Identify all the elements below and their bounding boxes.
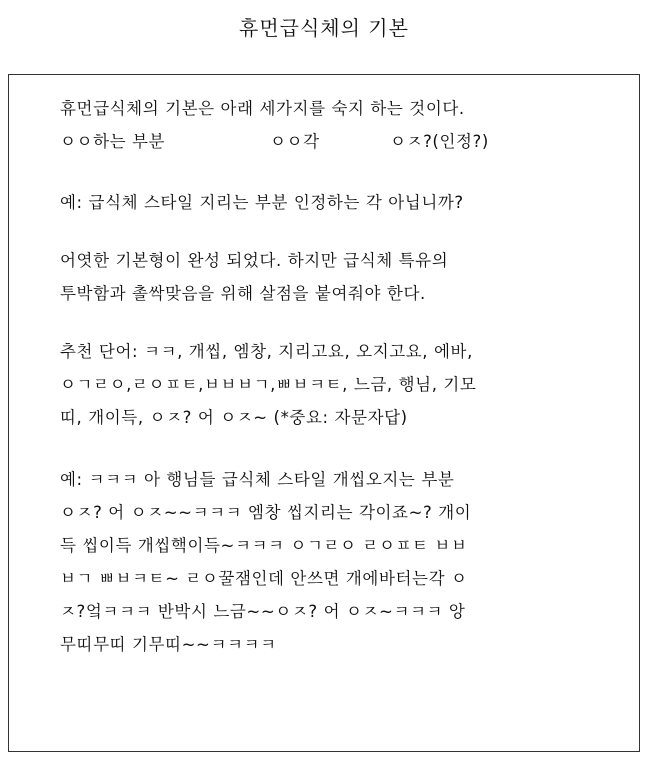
example-2-line-2: ㅇㅈ? 어 ㅇㅈ~~ㅋㅋㅋ 엠창 씹지리는 각이죠~? 개이 bbox=[60, 503, 472, 522]
basic-item-2: ㅇㅇ각 bbox=[270, 132, 320, 151]
basic-item-1: ㅇㅇ하는 부분 bbox=[60, 132, 166, 151]
basic-item-3: ㅇㅈ?(인정?) bbox=[390, 132, 489, 151]
example-2-line-4: ㅂㄱ ㅃㅂㅋㅌ~ ㄹㅇ꿀잼인데 안쓰면 개에바터는각 ㅇ bbox=[60, 569, 468, 588]
words-line-1: 추천 단어: ㅋㅋ, 개씹, 엠창, 지리고요, 오지고요, 에바, bbox=[60, 342, 473, 361]
page-title: 휴먼급식체의 기본 bbox=[239, 16, 409, 40]
example-2-line-5: ㅈ?엌ㅋㅋㅋ 반박시 느금~~ㅇㅈ? 어 ㅇㅈ~ㅋㅋㅋ 앙 bbox=[60, 602, 466, 621]
document-box bbox=[8, 74, 640, 752]
example-2-line-1: 예: ㅋㅋㅋ 아 행님들 급식체 스타일 개씹오지는 부분 bbox=[60, 470, 455, 489]
example-2-line-3: 득 씹이득 개씹핵이득~ㅋㅋㅋ ㅇㄱㄹㅇ ㄹㅇㅍㅌ ㅂㅂ bbox=[60, 536, 468, 555]
example-2-line-6: 무띠무띠 기무띠~~ㅋㅋㅋㅋ bbox=[60, 635, 277, 654]
complete-line-2: 투박함과 촐싹맞음을 위해 살점을 붙여줘야 한다. bbox=[60, 284, 426, 303]
words-line-3: 띠, 개이득, ㅇㅈ? 어 ㅇㅈ~ (*중요: 자문자답) bbox=[60, 408, 408, 427]
basics-row bbox=[60, 125, 615, 158]
complete-line-1: 어엿한 기본형이 완성 되었다. 하지만 급식체 특유의 bbox=[60, 251, 449, 270]
example-1-text: 예: 급식체 스타일 지리는 부분 인정하는 각 아닙니까? bbox=[60, 193, 464, 212]
intro-text: 휴먼급식체의 기본은 아래 세가지를 숙지 하는 것이다. bbox=[60, 99, 465, 118]
words-line-2: ㅇㄱㄹㅇ,ㄹㅇㅍㅌ,ㅂㅂㅂㄱ,ㅃㅂㅋㅌ, 느금, 행님, 기모 bbox=[60, 375, 477, 394]
